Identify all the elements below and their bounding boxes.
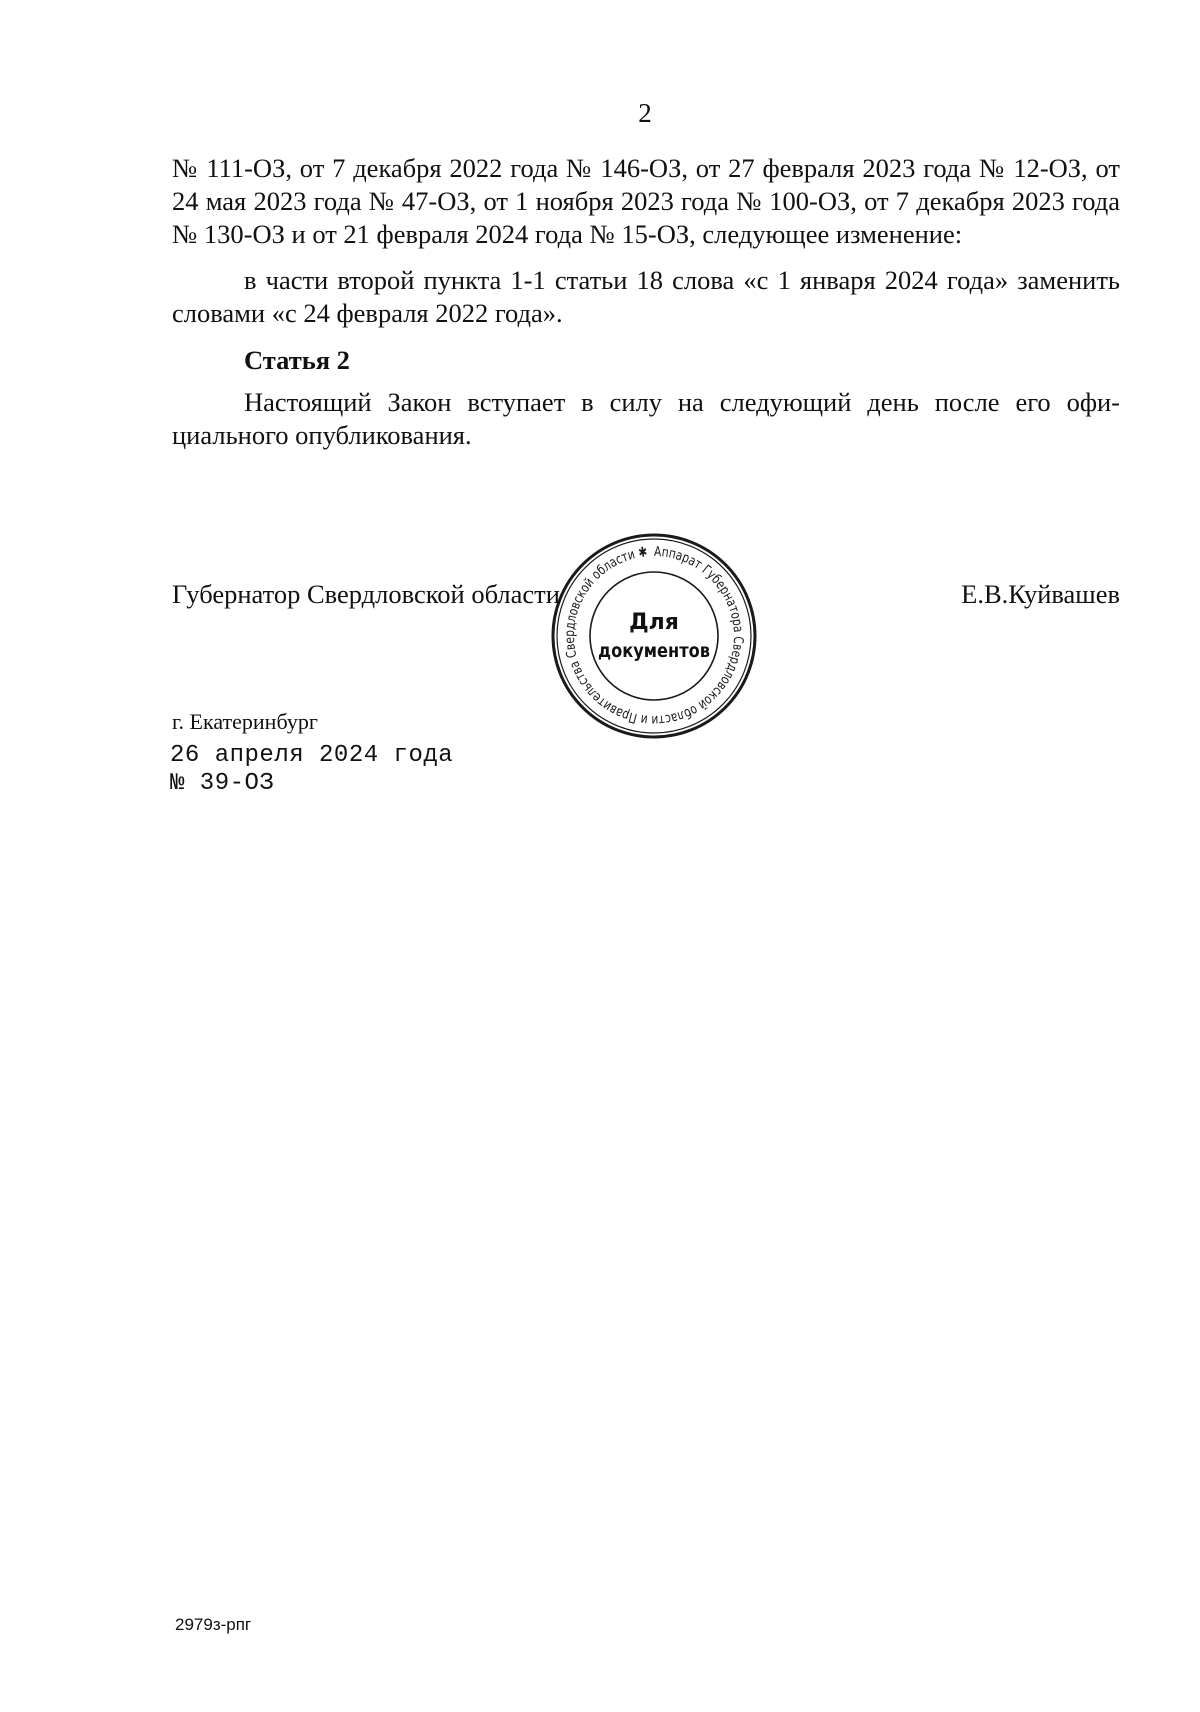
signatory-name: Е.В.Куйвашев [961,579,1120,609]
signing-date: 26 апреля 2024 года [170,742,454,769]
official-seal [549,531,759,741]
document-body [172,152,1120,452]
paragraph-amendments-list: № 111-ОЗ, от 7 декабря 2022 года № 146-ОЗ, от 27 февраля 2023 года № 12-ОЗ, от 24 мая 2023 года № 47-ОЗ, от 1 ноября 2023 года № 100-ОЗ, от 7 декабря 2023 года № 130-ОЗ и от 21 февраля 2024 года № 15-ОЗ, следующее изменение: [172,153,1120,249]
place-of-signing: г. Екатеринбург [172,709,318,734]
seal-icon [549,531,759,741]
paragraph-entry-into-force: Настоящий Закон вступает в силу на следующий день после его официального опубликования. [172,387,1120,450]
seal-ring-text: Аппарат Губернатора Свердловской области и Правительства Свердловской области ✱ [561,543,747,729]
document-registration-code: 2979з-рпг [175,1615,252,1634]
article-2-heading: Статья 2 [244,345,350,375]
seal-center-line-2: документов [598,640,710,662]
law-number: № 39-ОЗ [170,770,275,797]
paragraph-amendment-text: в части второй пункта 1-1 статьи 18 слова «с 1 января 2024 года» заменить словами «с 24 февраля 2022 года». [172,265,1120,328]
signatory-title: Губернатор Свердловской области [172,579,560,609]
page-number: 2 [638,98,652,128]
seal-center-line-1: Для [629,610,679,635]
